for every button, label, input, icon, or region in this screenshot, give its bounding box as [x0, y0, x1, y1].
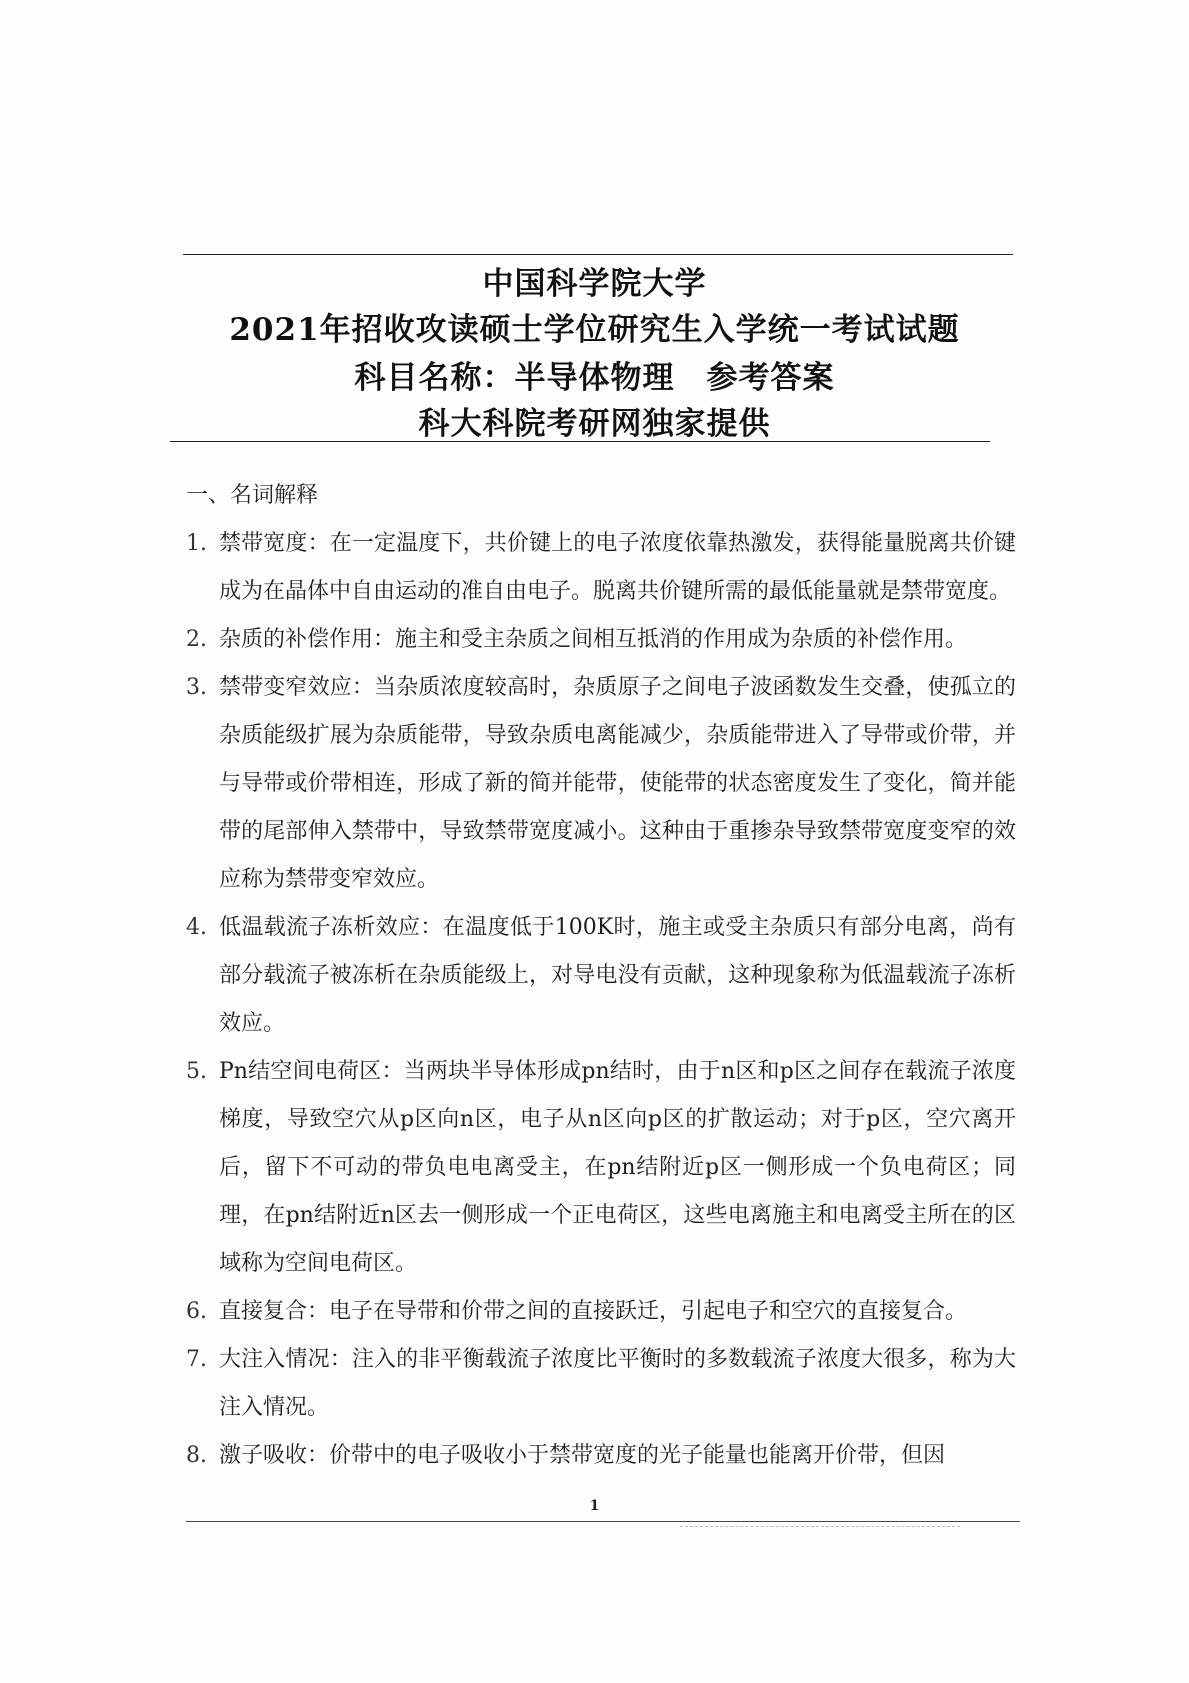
list-item — [186, 1336, 1016, 1432]
header-bottom-rule — [170, 441, 990, 442]
list-item — [186, 1288, 1016, 1336]
section-heading: 一、名词解释 — [186, 483, 319, 508]
item-text: 禁带宽度：在一定温度下，共价键上的电子浓度依靠热激发，获得能量脱离共价键成为在晶体中自由运动的准自由电子。脱离共价键所需的最低能量就是禁带宽度。 — [219, 531, 1016, 604]
provider-line: 科大科院考研网独家提供 — [418, 406, 771, 442]
exam-title: 2021年招收攻读硕士学位研究生入学统一考试试题 — [229, 312, 960, 348]
item-text: 大注入情况：注入的非平衡载流子浓度比平衡时的多数载流子浓度大很多，称为大注入情况。 — [219, 1347, 1016, 1420]
list-item — [186, 1048, 1016, 1288]
item-number: 4. — [186, 915, 207, 940]
subject-line: 科目名称：半导体物理 参考答案 — [354, 360, 835, 396]
item-number: 8. — [186, 1443, 207, 1468]
footer-faint-mark — [680, 1526, 960, 1533]
item-number: 7. — [186, 1347, 207, 1372]
item-number: 1. — [186, 531, 207, 556]
list-item — [186, 904, 1016, 1048]
item-text: 禁带变窄效应：当杂质浓度较高时，杂质原子之间电子波函数发生交叠，使孤立的杂质能级扩展为杂质能带，导致杂质电离能减少，杂质能带进入了导带或价带，并与导带或价带相连，形成了新的简并能带，使能带的状态密度发生了变化，简并能带的尾部伸入禁带中，导致禁带宽度减小。这种由于重掺杂导致禁带宽度变窄的效应称为禁带变窄效应。 — [219, 675, 1016, 892]
item-number: 3. — [186, 675, 207, 700]
definitions-list — [186, 520, 1016, 1480]
item-number: 5. — [186, 1059, 207, 1084]
item-number: 2. — [186, 627, 207, 652]
item-text: 直接复合：电子在导带和价带之间的直接跃迁，引起电子和空穴的直接复合。 — [219, 1299, 968, 1324]
item-text: 杂质的补偿作用：施主和受主杂质之间相互抵消的作用成为杂质的补偿作用。 — [219, 627, 968, 652]
university-title: 中国科学院大学 — [482, 266, 707, 302]
page-number: 1 — [589, 1498, 600, 1514]
item-text: 激子吸收：价带中的电子吸收小于禁带宽度的光子能量也能离开价带，但因 — [219, 1443, 946, 1468]
item-text: Pn结空间电荷区：当两块半导体形成pn结时，由于n区和p区之间存在载流子浓度梯度，导致空穴从p区向n区，电子从n区向p区的扩散运动；对于p区，空穴离开后，留下不可动的带负电电离受主，在pn结附近p区一侧形成一个负电荷区；同理，在pn结附近n区去一侧形成一个正电荷区，这些电离施主和电离受主所在的区域称为空间电荷区。 — [219, 1059, 1016, 1276]
header-top-rule — [183, 254, 1013, 255]
list-item — [186, 616, 1016, 664]
item-number: 6. — [186, 1299, 207, 1324]
item-text: 低温载流子冻析效应：在温度低于100K时，施主或受主杂质只有部分电离，尚有部分载流子被冻析在杂质能级上，对导电没有贡献，这种现象称为低温载流子冻析效应。 — [219, 915, 1016, 1036]
list-item — [186, 664, 1016, 904]
footer-rule — [186, 1521, 1020, 1522]
list-item — [186, 1432, 1016, 1480]
list-item — [186, 520, 1016, 616]
